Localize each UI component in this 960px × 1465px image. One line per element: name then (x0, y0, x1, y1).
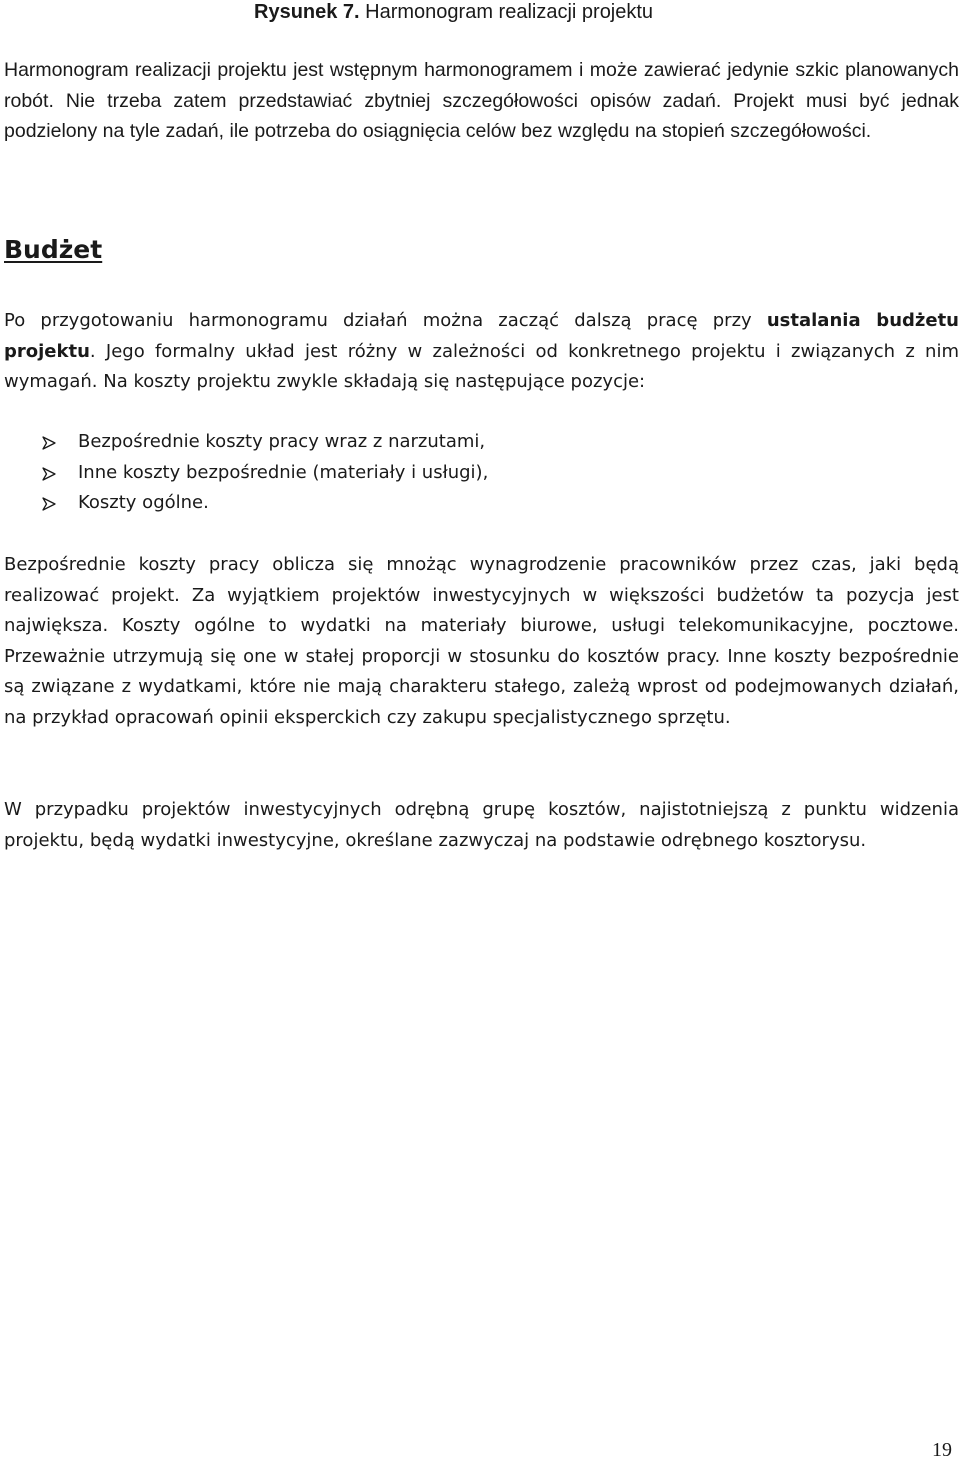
list-item (42, 488, 488, 519)
budget-paragraph-2: Bezpośrednie koszty pracy oblicza się mnożąc wynagrodzenie pracowników przez czas, jaki będą realizować projekt. Za wyjątkiem projektów inwestycyjnych w większości budżetów ta pozycja jest największa. Koszty ogólne to wydatki na materiały biurowe, usługi telekomunikacyjne, pocztowe. Przeważnie utrzymują się one w stałej proporcji w stosunku do kosztów pracy. Inne koszty bezpośrednie są związane z wydatkami, które nie mają charakteru stałego, zależą wprost od podejmowanych działań, na przykład opracowań opinii eksperckich czy zakupu specjalistycznego sprzętu. (4, 554, 959, 728)
list-item-text: Bezpośrednie koszty pracy wraz z narzutami, (78, 431, 486, 452)
figure-caption-text: Harmonogram realizacji projektu (359, 1, 654, 23)
arrowhead-bullet-icon (42, 436, 56, 450)
figure-caption-label: Rysunek 7. (254, 1, 360, 23)
arrowhead-bullet-icon (42, 497, 56, 511)
list-item (42, 458, 488, 489)
arrowhead-bullet-icon (42, 467, 56, 481)
budget-paragraph-3: W przypadku projektów inwestycyjnych odrębną grupę kosztów, najistotniejszą z punktu widzenia projektu, będą wydatki inwestycyjne, określane zazwyczaj na podstawie odrębnego kosztorysu. (4, 799, 959, 851)
list-item-text: Inne koszty bezpośrednie (materiały i usługi), (78, 461, 489, 483)
budget-paragraph-1-before: Po przygotowaniu harmonogramu działań można zacząć dalszą pracę przy (4, 310, 767, 331)
page-number: 19 (932, 1439, 952, 1461)
section-heading: Budżet (4, 235, 103, 264)
list-item (42, 427, 488, 458)
figure-caption (254, 0, 653, 24)
intro-paragraph: Harmonogram realizacji projektu jest wstępnym harmonogramem i może zawierać jedynie szkic planowanych robót. Nie trzeba zatem przedstawiać zbytniej szczegółowości opisów zadań. Projekt musi być jednak podzielony na tyle zadań, ile potrzeba do osiągnięcia celów bez względu na stopień szczegółowości. (4, 59, 959, 142)
budget-paragraph-1-bold: ustalania budżetu projektu (4, 310, 959, 362)
budget-paragraph-1 (4, 306, 959, 398)
budget-paragraph-1-after: . Jego formalny układ jest różny w zależności od konkretnego projektu i związanych z nim wymagań. Na koszty projektu zwykle składają się następujące pozycje: (4, 340, 959, 392)
cost-items-list (42, 427, 488, 519)
list-item-text: Koszty ogólne. (78, 492, 209, 513)
